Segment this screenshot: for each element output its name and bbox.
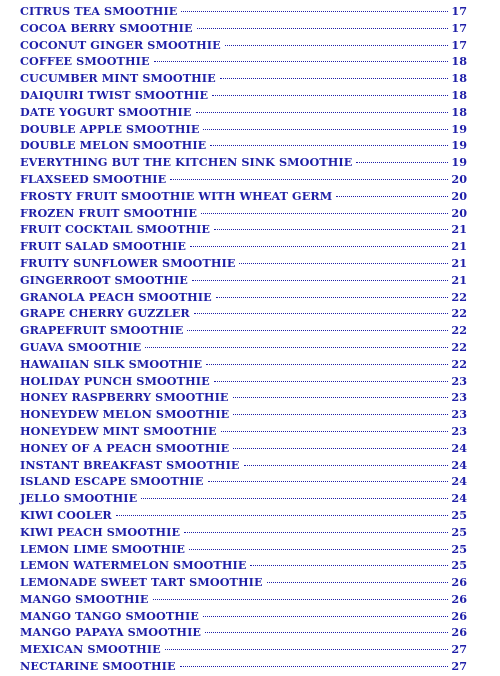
toc-entry[interactable]	[20, 104, 467, 121]
dot-leader	[220, 78, 449, 79]
toc-entry-title: MANGO TANGO SMOOTHIE	[20, 608, 199, 623]
toc-entry-page-number: 19	[451, 121, 467, 136]
toc-entry[interactable]	[20, 356, 467, 373]
toc-entry[interactable]	[20, 87, 467, 104]
toc-entry-title: DOUBLE APPLE SMOOTHIE	[20, 121, 200, 136]
toc-entry-page-number: 27	[451, 642, 467, 657]
toc-entry-page-number: 21	[451, 222, 467, 237]
toc-entry[interactable]	[20, 121, 467, 138]
toc-entry-title: GINGERROOT SMOOTHIE	[20, 272, 188, 287]
toc-entry[interactable]	[20, 20, 467, 37]
toc-entry-title: HONEY OF A PEACH SMOOTHIE	[20, 440, 230, 455]
toc-entry-title: KIWI COOLER	[20, 507, 112, 522]
toc-entry-title: COCOA BERRY SMOOTHIE	[20, 20, 193, 35]
toc-entry-page-number: 17	[451, 20, 467, 35]
dot-leader	[214, 229, 448, 230]
toc-entry-page-number: 18	[451, 54, 467, 69]
dot-leader	[190, 246, 448, 247]
toc-entry-title: CUCUMBER MINT SMOOTHIE	[20, 71, 216, 86]
table-of-contents	[20, 3, 467, 675]
toc-entry-page-number: 17	[451, 37, 467, 52]
toc-entry-title: MANGO SMOOTHIE	[20, 591, 149, 606]
toc-entry[interactable]	[20, 188, 467, 205]
toc-entry[interactable]	[20, 574, 467, 591]
toc-entry-title: INSTANT BREAKFAST SMOOTHIE	[20, 457, 240, 472]
dot-leader	[184, 532, 448, 533]
toc-entry-title: MANGO PAPAYA SMOOTHIE	[20, 625, 202, 640]
toc-entry-page-number: 26	[451, 625, 467, 640]
toc-entry[interactable]	[20, 423, 467, 440]
dot-leader	[250, 565, 448, 566]
toc-entry-page-number: 18	[451, 87, 467, 102]
toc-entry-page-number: 26	[451, 575, 467, 590]
toc-entry[interactable]	[20, 305, 467, 322]
toc-entry-title: GRAPE CHERRY GUZZLER	[20, 306, 190, 321]
toc-entry[interactable]	[20, 272, 467, 289]
toc-entry[interactable]	[20, 238, 467, 255]
dot-leader	[244, 465, 449, 466]
toc-entry-page-number: 19	[451, 155, 467, 170]
toc-entry-title: HONEYDEW MINT SMOOTHIE	[20, 423, 217, 438]
toc-entry[interactable]	[20, 524, 467, 541]
dot-leader	[205, 632, 448, 633]
dot-leader	[194, 313, 449, 314]
toc-entry[interactable]	[20, 373, 467, 390]
toc-entry-page-number: 25	[451, 524, 467, 539]
toc-entry[interactable]	[20, 255, 467, 272]
toc-entry-title: LEMON LIME SMOOTHIE	[20, 541, 186, 556]
toc-entry[interactable]	[20, 457, 467, 474]
dot-leader	[180, 666, 449, 667]
toc-entry[interactable]	[20, 171, 467, 188]
dot-leader	[225, 45, 449, 46]
toc-entry-page-number: 20	[451, 188, 467, 203]
toc-entry-page-number: 24	[451, 474, 467, 489]
dot-leader	[201, 213, 448, 214]
toc-entry[interactable]	[20, 289, 467, 306]
toc-entry[interactable]	[20, 591, 467, 608]
toc-entry-page-number: 26	[451, 591, 467, 606]
dot-leader	[154, 61, 449, 62]
toc-entry-title: JELLO SMOOTHIE	[20, 491, 138, 506]
dot-leader	[203, 129, 448, 130]
toc-entry-page-number: 18	[451, 104, 467, 119]
toc-entry-title: DAIQUIRI TWIST SMOOTHIE	[20, 87, 209, 102]
toc-entry-title: GUAVA SMOOTHIE	[20, 339, 142, 354]
toc-entry-title: CITRUS TEA SMOOTHIE	[20, 4, 178, 18]
toc-entry[interactable]	[20, 608, 467, 625]
toc-entry-page-number: 18	[451, 71, 467, 86]
toc-entry[interactable]	[20, 70, 467, 87]
toc-entry[interactable]	[20, 557, 467, 574]
toc-entry-title: HAWAIIAN SILK SMOOTHIE	[20, 356, 203, 371]
toc-entry-page-number: 21	[451, 255, 467, 270]
toc-entry[interactable]	[20, 53, 467, 70]
dot-leader	[239, 263, 448, 264]
toc-entry-page-number: 22	[451, 306, 467, 321]
toc-entry-page-number: 23	[451, 423, 467, 438]
toc-entry-title: FRUIT SALAD SMOOTHIE	[20, 239, 186, 254]
toc-entry-page-number: 23	[451, 407, 467, 422]
toc-entry-page-number: 24	[451, 440, 467, 455]
toc-entry-page-number: 20	[451, 205, 467, 220]
dot-leader	[216, 297, 449, 298]
toc-entry-title: LEMON WATERMELON SMOOTHIE	[20, 558, 247, 573]
toc-entry-page-number: 25	[451, 541, 467, 556]
toc-entry[interactable]	[20, 322, 467, 339]
dot-leader	[233, 397, 449, 398]
dot-leader	[170, 179, 448, 180]
toc-entry-title: FROSTY FRUIT SMOOTHIE WITH WHEAT GERM	[20, 188, 333, 203]
toc-entry[interactable]	[20, 339, 467, 356]
dot-leader	[356, 162, 448, 163]
toc-entry-title: EVERYTHING BUT THE KITCHEN SINK SMOOTHIE	[20, 155, 353, 170]
dot-leader	[208, 481, 449, 482]
dot-leader	[181, 11, 448, 12]
toc-entry-page-number: 22	[451, 356, 467, 371]
toc-entry[interactable]	[20, 541, 467, 558]
dot-leader	[221, 431, 449, 432]
toc-entry-title: GRANOLA PEACH SMOOTHIE	[20, 289, 212, 304]
dot-leader	[116, 515, 449, 516]
toc-entry-page-number: 22	[451, 323, 467, 338]
dot-leader	[145, 347, 448, 348]
toc-entry-title: HONEY RASPBERRY SMOOTHIE	[20, 390, 229, 405]
toc-entry-title: ISLAND ESCAPE SMOOTHIE	[20, 474, 204, 489]
toc-entry-page-number: 26	[451, 608, 467, 623]
dot-leader	[206, 364, 448, 365]
toc-entry-page-number: 23	[451, 390, 467, 405]
toc-entry[interactable]	[20, 658, 467, 675]
toc-entry-page-number: 20	[451, 171, 467, 186]
toc-entry-page-number: 21	[451, 239, 467, 254]
toc-entry-page-number: 17	[451, 4, 467, 18]
toc-entry[interactable]	[20, 406, 467, 423]
toc-entry[interactable]	[20, 440, 467, 457]
dot-leader	[203, 616, 449, 617]
toc-entry-title: KIWI PEACH SMOOTHIE	[20, 524, 181, 539]
toc-entry-page-number: 25	[451, 507, 467, 522]
dot-leader	[192, 280, 449, 281]
toc-entry-title: COCONUT GINGER SMOOTHIE	[20, 37, 221, 52]
dot-leader	[165, 649, 449, 650]
dot-leader	[189, 549, 448, 550]
toc-entry-page-number: 25	[451, 558, 467, 573]
toc-entry[interactable]	[20, 37, 467, 54]
toc-entry[interactable]	[20, 221, 467, 238]
toc-entry-page-number: 23	[451, 373, 467, 388]
toc-entry-title: FRUITY SUNFLOWER SMOOTHIE	[20, 255, 236, 270]
toc-entry-page-number: 22	[451, 339, 467, 354]
toc-entry[interactable]	[20, 507, 467, 524]
toc-entry[interactable]	[20, 624, 467, 641]
dot-leader	[233, 448, 448, 449]
dot-leader	[196, 112, 449, 113]
toc-entry[interactable]	[20, 137, 467, 154]
dot-leader	[197, 28, 449, 29]
dot-leader	[267, 582, 449, 583]
dot-leader	[336, 196, 448, 197]
toc-entry-title: DATE YOGURT SMOOTHIE	[20, 104, 192, 119]
toc-entry-title: HONEYDEW MELON SMOOTHIE	[20, 407, 230, 422]
toc-entry[interactable]	[20, 473, 467, 490]
dot-leader	[153, 599, 449, 600]
toc-entry[interactable]	[20, 154, 467, 171]
toc-entry-page-number: 22	[451, 289, 467, 304]
toc-entry-title: FLAXSEED SMOOTHIE	[20, 171, 167, 186]
toc-entry-title: MEXICAN SMOOTHIE	[20, 642, 161, 657]
toc-entry-title: NECTARINE SMOOTHIE	[20, 659, 176, 674]
dot-leader	[233, 414, 448, 415]
toc-entry-title: HOLIDAY PUNCH SMOOTHIE	[20, 373, 210, 388]
toc-entry-page-number: 24	[451, 457, 467, 472]
toc-entry-page-number: 27	[451, 659, 467, 674]
toc-entry[interactable]	[20, 3, 467, 20]
toc-entry[interactable]	[20, 490, 467, 507]
toc-entry-title: GRAPEFRUIT SMOOTHIE	[20, 323, 184, 338]
dot-leader	[187, 330, 448, 331]
toc-entry-page-number: 21	[451, 272, 467, 287]
toc-entry-title: LEMONADE SWEET TART SMOOTHIE	[20, 575, 263, 590]
toc-entry-title: FROZEN FRUIT SMOOTHIE	[20, 205, 197, 220]
dot-leader	[212, 95, 448, 96]
toc-entry-title: FRUIT COCKTAIL SMOOTHIE	[20, 222, 211, 237]
toc-entry-page-number: 19	[451, 138, 467, 153]
toc-entry-page-number: 24	[451, 491, 467, 506]
toc-entry[interactable]	[20, 389, 467, 406]
dot-leader	[141, 498, 448, 499]
toc-entry[interactable]	[20, 641, 467, 658]
dot-leader	[214, 381, 449, 382]
toc-entry-title: DOUBLE MELON SMOOTHIE	[20, 138, 207, 153]
dot-leader	[210, 145, 448, 146]
toc-entry[interactable]	[20, 205, 467, 222]
toc-entry-title: COFFEE SMOOTHIE	[20, 54, 150, 69]
